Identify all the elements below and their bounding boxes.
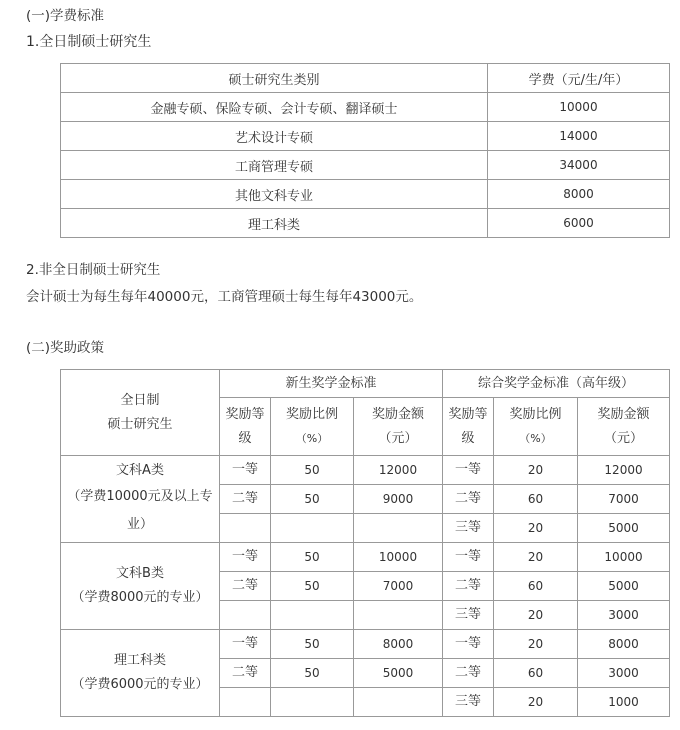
empty-cell <box>220 514 271 543</box>
fee-category-cell: 其他文科专业 <box>61 180 488 209</box>
empty-cell <box>271 601 354 630</box>
new-amount-cell: 10000 <box>354 543 443 572</box>
fee-category-cell: 理工科类 <box>61 209 488 238</box>
table-row <box>61 543 670 572</box>
comp-level-cell: 二等 <box>443 659 494 688</box>
empty-cell <box>220 601 271 630</box>
section2-heading: (二)奖助政策 <box>26 340 105 356</box>
aid-header-row <box>61 370 670 398</box>
comp-ratio-cell: 20 <box>494 456 578 485</box>
col-ratio-header <box>271 398 354 456</box>
comp-amount-cell: 5000 <box>578 572 670 601</box>
new-amount-cell: 7000 <box>354 572 443 601</box>
category-cell <box>61 456 220 543</box>
category-cell <box>61 630 220 717</box>
comp-level-cell: 一等 <box>443 543 494 572</box>
empty-cell <box>354 514 443 543</box>
empty-cell <box>220 688 271 717</box>
new-amount-cell: 5000 <box>354 659 443 688</box>
fee-table <box>60 63 670 238</box>
aid-corner-cell <box>61 370 220 456</box>
new-level-cell: 一等 <box>220 630 271 659</box>
col-amount-line1: 奖励金额 <box>371 406 424 422</box>
sub2-heading: 2.非全日制硕士研究生 <box>26 262 161 278</box>
fee-value-cell: 14000 <box>488 122 670 151</box>
comp-level-cell: 三等 <box>443 688 494 717</box>
aid-table <box>60 369 670 717</box>
comp-amount-cell: 5000 <box>578 514 670 543</box>
comp-amount-cell: 1000 <box>578 688 670 717</box>
comp-level-cell: 一等 <box>443 456 494 485</box>
comp-ratio-cell: 20 <box>494 601 578 630</box>
category-name: 文科B类 <box>116 566 164 581</box>
section1-heading: (一)学费标准 <box>26 8 105 24</box>
new-ratio-cell: 50 <box>271 456 354 485</box>
corner-label-line2: 硕士研究生 <box>107 416 173 432</box>
col-level-header: 奖励等级 <box>443 398 494 456</box>
comp-amount-cell: 7000 <box>578 485 670 514</box>
table-row <box>61 630 670 659</box>
comp-amount-cell: 8000 <box>578 630 670 659</box>
table-row <box>61 122 670 151</box>
new-ratio-cell: 50 <box>271 543 354 572</box>
fee-header-fee: 学费（元/生/年） <box>488 64 670 93</box>
comp-amount-cell: 3000 <box>578 659 670 688</box>
comp-ratio-cell: 60 <box>494 659 578 688</box>
new-student-header: 新生奖学金标准 <box>220 370 443 398</box>
category-name: 文科A类 <box>116 463 164 478</box>
comp-ratio-cell: 20 <box>494 543 578 572</box>
empty-cell <box>271 688 354 717</box>
new-ratio-cell: 50 <box>271 659 354 688</box>
comprehensive-header: 综合奖学金标准（高年级） <box>443 370 670 398</box>
fee-value-cell: 10000 <box>488 93 670 122</box>
fee-value-cell: 8000 <box>488 180 670 209</box>
col-amount-header <box>354 398 443 456</box>
new-level-cell: 一等 <box>220 543 271 572</box>
new-amount-cell: 12000 <box>354 456 443 485</box>
empty-cell <box>271 514 354 543</box>
empty-cell <box>354 601 443 630</box>
fee-value-cell: 6000 <box>488 209 670 238</box>
col-amount-line2: （元） <box>604 430 644 446</box>
category-note: （学费10000元及以上专业） <box>67 489 213 532</box>
corner-label-line1: 全日制 <box>120 392 160 408</box>
category-note: （学费8000元的专业） <box>71 590 209 605</box>
fee-category-cell: 工商管理专硕 <box>61 151 488 180</box>
table-row <box>61 180 670 209</box>
comp-level-cell: 三等 <box>443 514 494 543</box>
table-row <box>61 93 670 122</box>
col-level-header: 奖励等级 <box>220 398 271 456</box>
new-ratio-cell: 50 <box>271 485 354 514</box>
comp-amount-cell: 3000 <box>578 601 670 630</box>
category-name: 理工科类 <box>113 653 166 668</box>
comp-level-cell: 二等 <box>443 485 494 514</box>
col-amount-line1: 奖励金额 <box>597 406 650 422</box>
comp-ratio-cell: 20 <box>494 514 578 543</box>
new-ratio-cell: 50 <box>271 572 354 601</box>
comp-ratio-cell: 60 <box>494 485 578 514</box>
comp-level-cell: 二等 <box>443 572 494 601</box>
new-amount-cell: 8000 <box>354 630 443 659</box>
category-cell <box>61 543 220 630</box>
comp-ratio-cell: 20 <box>494 630 578 659</box>
comp-amount-cell: 12000 <box>578 456 670 485</box>
col-ratio-line1: 奖励比例 <box>285 406 338 422</box>
col-ratio-line2: （%） <box>519 431 552 445</box>
comp-level-cell: 一等 <box>443 630 494 659</box>
col-amount-line2: （元） <box>378 430 418 446</box>
col-ratio-line1: 奖励比例 <box>509 406 562 422</box>
fee-category-cell: 金融专硕、保险专硕、会计专硕、翻译硕士 <box>61 93 488 122</box>
col-ratio-line2: （%） <box>295 431 329 445</box>
new-level-cell: 二等 <box>220 485 271 514</box>
comp-ratio-cell: 60 <box>494 572 578 601</box>
fee-category-cell: 艺术设计专硕 <box>61 122 488 151</box>
table-row <box>61 456 670 485</box>
sub2-text: 会计硕士为每生每年40000元，工商管理硕士每生每年43000元。 <box>26 289 423 305</box>
sub1-heading: 1.全日制硕士研究生 <box>26 34 152 50</box>
comp-amount-cell: 10000 <box>578 543 670 572</box>
table-row <box>61 151 670 180</box>
new-level-cell: 一等 <box>220 456 271 485</box>
comp-level-cell: 三等 <box>443 601 494 630</box>
new-ratio-cell: 50 <box>271 630 354 659</box>
table-row <box>61 209 670 238</box>
empty-cell <box>354 688 443 717</box>
fee-value-cell: 34000 <box>488 151 670 180</box>
category-note: （学费6000元的专业） <box>71 677 209 692</box>
new-level-cell: 二等 <box>220 659 271 688</box>
comp-ratio-cell: 20 <box>494 688 578 717</box>
new-level-cell: 二等 <box>220 572 271 601</box>
fee-table-header-row <box>61 64 670 93</box>
fee-header-category: 硕士研究生类别 <box>61 64 488 93</box>
col-amount-header <box>578 398 670 456</box>
col-ratio-header <box>494 398 578 456</box>
new-amount-cell: 9000 <box>354 485 443 514</box>
